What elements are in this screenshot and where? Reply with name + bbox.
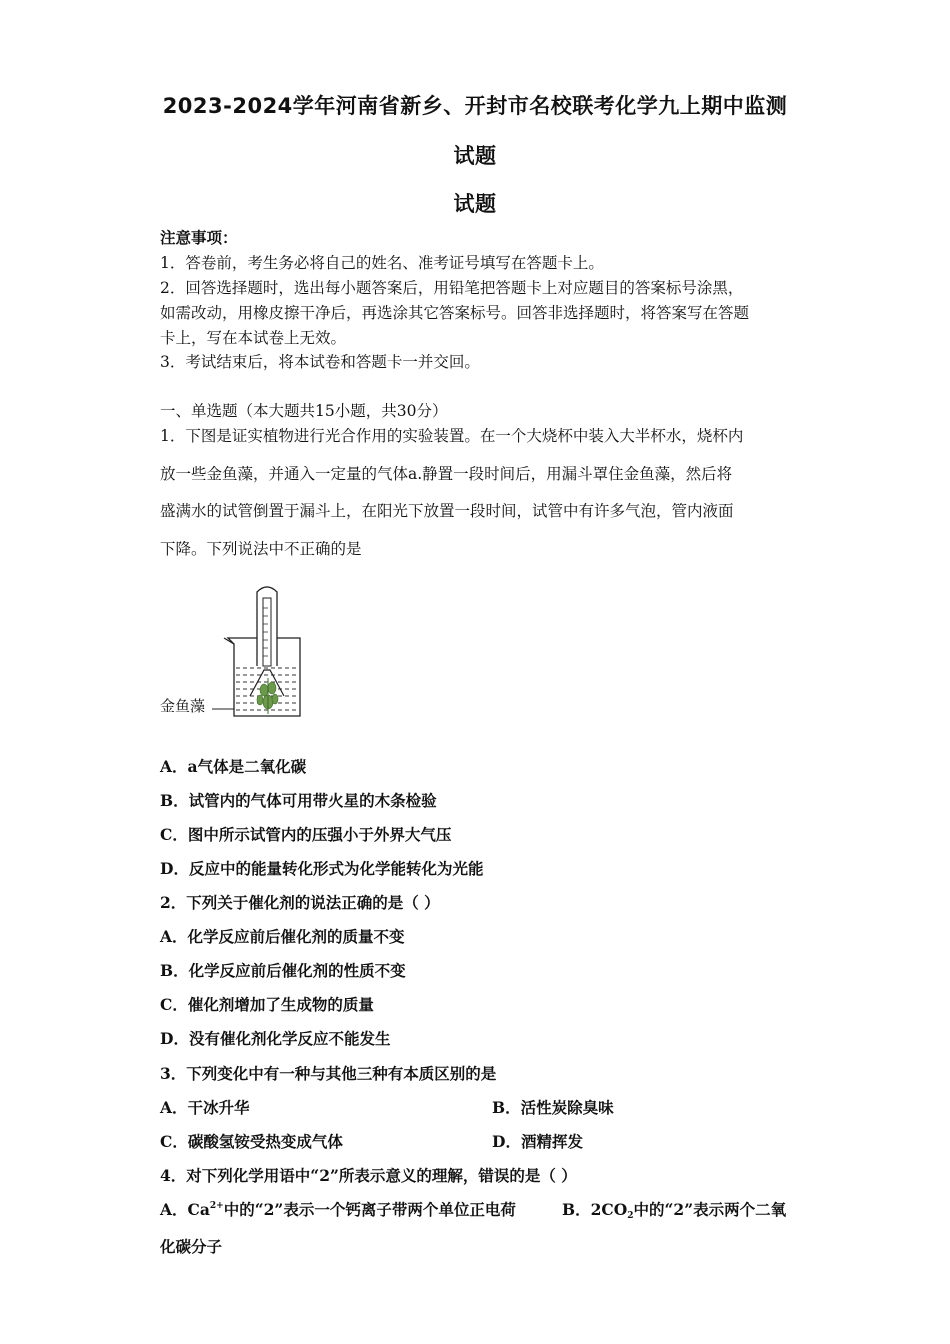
question-4-option-b xyxy=(562,1200,786,1220)
section-heading: 一、单选题（本大题共15小题，共30分） xyxy=(160,402,448,420)
question-2-option-b: B．化学反应前后催化剂的性质不变 xyxy=(160,961,406,980)
notice-item: 2．回答选择题时，选出每小题答案后，用铅笔把答题卡上对应题目的答案标号涂黑， xyxy=(160,279,744,297)
option-b-text: 中的“2”表示两个二氧 xyxy=(633,1200,787,1219)
question-1-stem: 1．下图是证实植物进行光合作用的实验装置。在一个大烧杯中装入大半杯水，烧杯内 xyxy=(160,427,744,445)
question-1-option-a: A．a气体是二氧化碳 xyxy=(160,757,307,776)
question-3-option-a: A．干冰升华 xyxy=(160,1098,250,1117)
question-3-option-b: B．活性炭除臭味 xyxy=(492,1098,614,1117)
exam-title-line2: 试题 xyxy=(453,144,497,168)
question-1-stem: 下降。下列说法中不正确的是 xyxy=(160,540,362,558)
question-2-stem: 2．下列关于催化剂的说法正确的是（ ） xyxy=(160,893,440,912)
notice-item: 1．答卷前，考生务必将自己的姓名、准考证号填写在答题卡上。 xyxy=(160,254,604,272)
option-a-text: 中的“2”表示一个钙离子带两个单位正电荷 xyxy=(223,1200,516,1219)
question-4-option-a xyxy=(160,1200,516,1220)
question-3-stem: 3．下列变化中有一种与其他三种有本质区别的是 xyxy=(160,1064,497,1083)
figure-label-hornwort: 金鱼藻 xyxy=(160,697,206,715)
exam-title-line3: 试题 xyxy=(453,192,497,216)
photosynthesis-apparatus-figure xyxy=(160,578,310,723)
question-2-option-c: C．催化剂增加了生成物的质量 xyxy=(160,995,374,1014)
option-b-formula: B．2CO xyxy=(562,1200,628,1219)
question-4-stem: 4．对下列化学用语中“2”所表示意义的理解，错误的是（ ） xyxy=(160,1166,577,1185)
question-2-option-a: A．化学反应前后催化剂的质量不变 xyxy=(160,927,405,946)
notice-item: 卡上，写在本试卷上无效。 xyxy=(160,329,347,347)
notice-item: 如需改动，用橡皮擦干净后，再选涂其它答案标号。回答非选择题时，将答案写在答题 xyxy=(160,304,750,322)
notice-item: 3．考试结束后，将本试卷和答题卡一并交回。 xyxy=(160,353,480,371)
question-1-option-c: C．图中所示试管内的压强小于外界大气压 xyxy=(160,825,452,844)
notice-heading: 注意事项： xyxy=(160,228,238,247)
option-b-subscript: 2 xyxy=(627,1211,634,1221)
question-3-option-d: D．酒精挥发 xyxy=(492,1132,583,1151)
exam-title-line1: 2023-2024学年河南省新乡、开封市名校联考化学九上期中监测 xyxy=(162,94,788,118)
question-2-option-d: D．没有催化剂化学反应不能发生 xyxy=(160,1029,391,1048)
question-4-option-b-continued: 化碳分子 xyxy=(160,1237,223,1256)
question-1-stem: 盛满水的试管倒置于漏斗上，在阳光下放置一段时间，试管中有许多气泡，管内液面 xyxy=(160,502,734,520)
question-1-stem: 放一些金鱼藻，并通入一定量的气体a.静置一段时间后，用漏斗罩住金鱼藻，然后将 xyxy=(160,465,733,483)
option-a-formula: A．Ca xyxy=(160,1200,210,1219)
option-a-charge: 2+ xyxy=(209,1201,224,1211)
question-3-option-c: C．碳酸氢铵受热变成气体 xyxy=(160,1132,343,1151)
question-1-option-d: D．反应中的能量转化形式为化学能转化为光能 xyxy=(160,859,484,878)
question-1-option-b: B．试管内的气体可用带火星的木条检验 xyxy=(160,791,437,810)
